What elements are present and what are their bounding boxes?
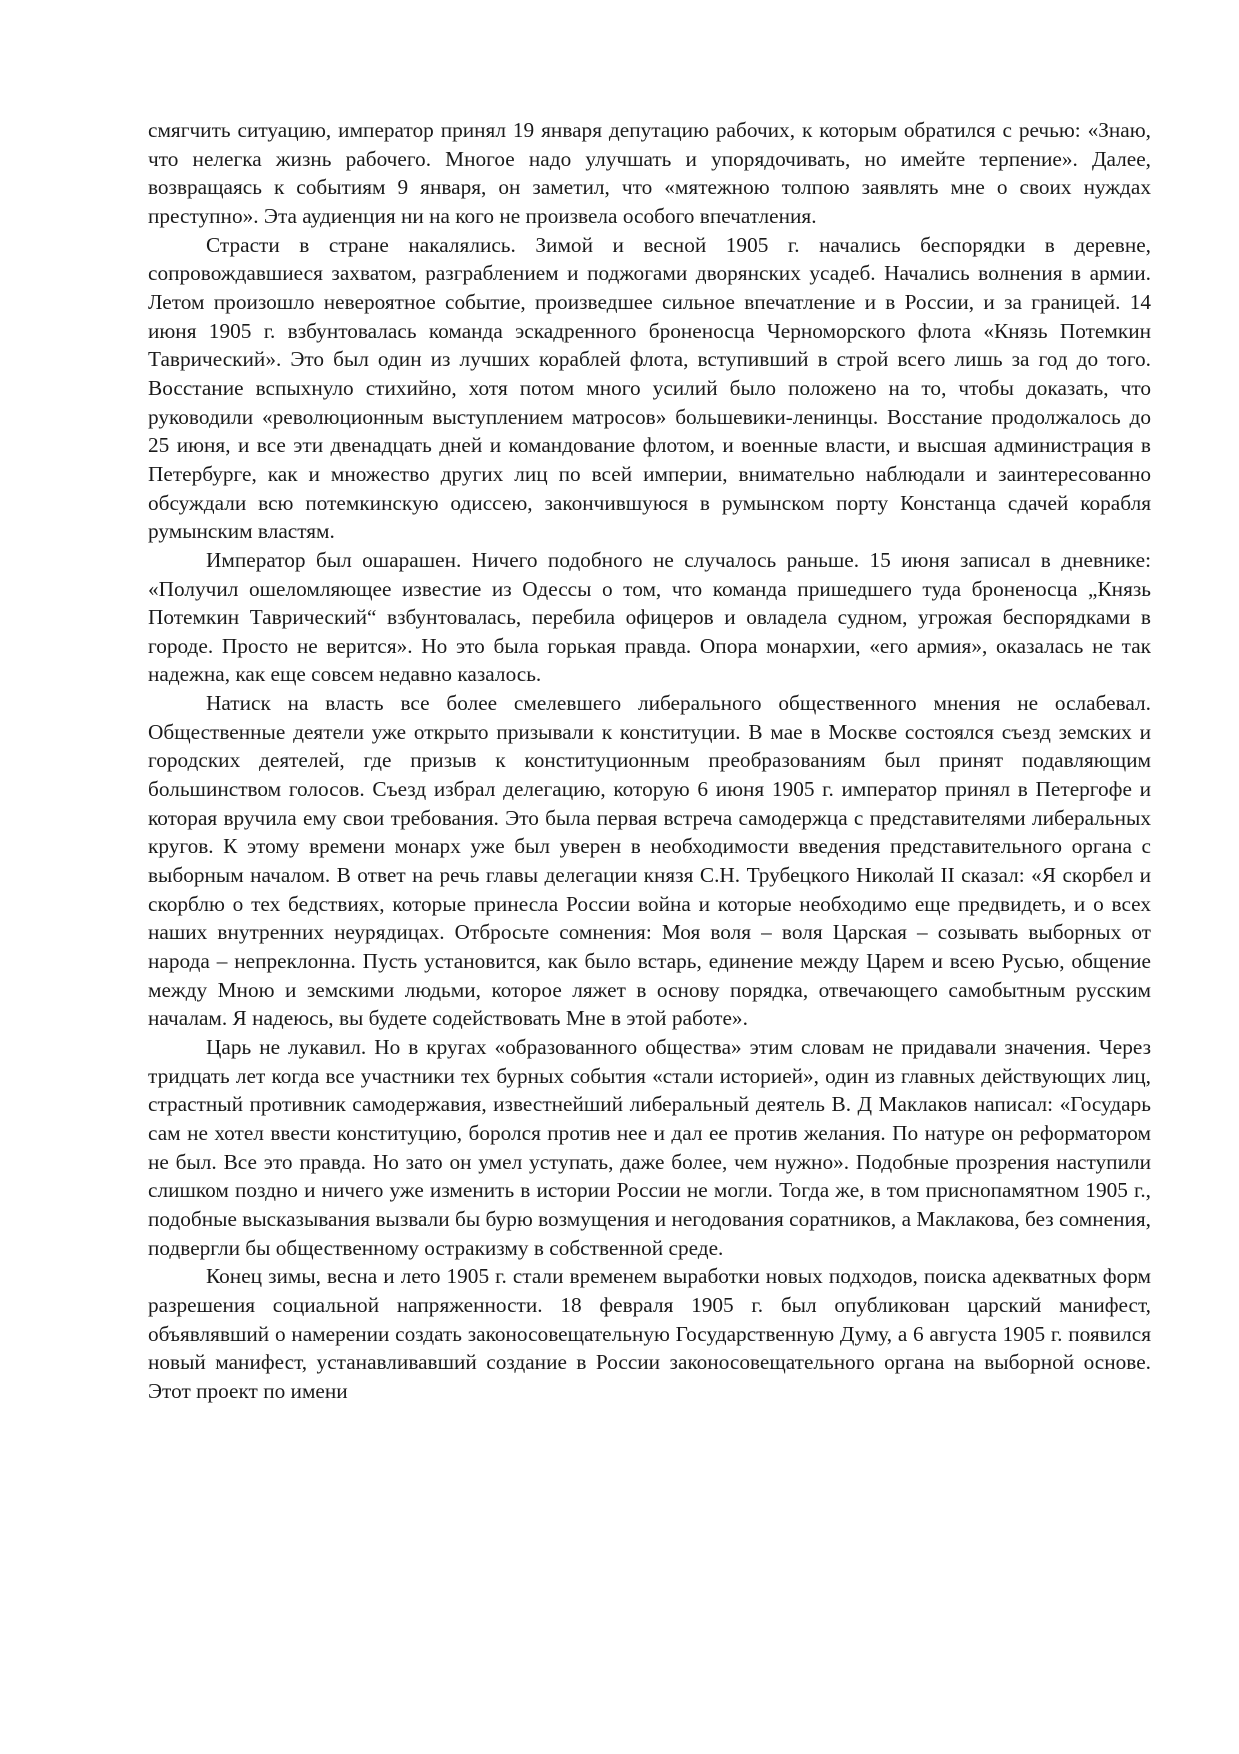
paragraph-continuation: смягчить ситуацию, император принял 19 января депутацию рабочих, к которым обратился с речью: «Знаю, что нелегка жизнь рабочего. Многое надо улучшать и упорядочивать, но имейте терпение». Далее, возвращаясь к событиям 9 января, он заметил, что «мятежною толпою заявлять мне о своих нуждах преступно». Эта аудиенция ни на кого не произвела особого впечатления. xyxy=(148,118,1151,228)
paragraph-liberal-pressure: Натиск на власть все более смелевшего либерального общественного мнения не ослабевал. Общественные деятели уже открыто призывали к конституции. В мае в Москве состоялся съезд земских и городских деятелей, где призыв к конституционным преобразованиям был принят подавляющим большинством голосов. Съезд избрал делегацию, которую 6 июня 1905 г. император принял в Петергофе и которая вручила ему свои требования. Это была первая встреча самодержца с представителями либеральных кругов. К этому времени монарх уже был уверен в необходимости введения представительного органа с выборным началом. В ответ на речь главы делегации князя С.Н. Трубецкого Николай II сказал: «Я скорбел и скорблю о тех бедствиях, которые принесла России война и которые необходимо еще предвидеть, и о всех наших внутренних неурядицах. Отбросьте сомнения: Моя воля – воля Царская – созывать выборных от народа – непреклонна. Пусть установится, как было встарь, единение между Царем и всею Русью, общение между Мною и земскими людьми, которое ляжет в основу порядка, отвечающего самобытным русским началам. Я надеюсь, вы будете содействовать Мне в этой работе». xyxy=(148,691,1151,1031)
paragraph-maklakov: Царь не лукавил. Но в кругах «образованного общества» этим словам не придавали значения. Через тридцать лет когда все участники тех бурных события «стали историей», один из главных действующих лиц, страстный противник самодержавия, известнейший либеральный деятель В. Д Маклаков написал: «Государь сам не хотел ввести конституцию, боролся против нее и дал ее против желания. По натуре он реформатором не был. Все это правда. Но зато он умел уступать, даже более, чем нужно». Подобные прозрения наступили слишком поздно и ничего уже изменить в истории России не могли. Тогда же, в том приснопамятном 1905 г., подобные высказывания вызвали бы бурю возмущения и негодования соратников, а Маклакова, без сомнения, подвергли бы общественному остракизму в собственной среде. xyxy=(148,1035,1151,1260)
document-page xyxy=(148,116,1151,1406)
paragraph-emperor-diary: Император был ошарашен. Ничего подобного не случалось раньше. 15 июня записал в дневнике: «Получил ошеломляющее известие из Одессы о том, что команда пришедшего туда броненосца „Князь Потемкин Таврический“ взбунтовалась, перебила офицеров и овладела судном, угрожая беспорядками в городе. Просто не верится». Но это была горькая правда. Опора монархии, «его армия», оказалась не так надежна, как еще совсем недавно казалось. xyxy=(148,547,1151,687)
paragraph-manifestos: Конец зимы, весна и лето 1905 г. стали временем выработки новых подходов, поиска адекватных форм разрешения социальной напряженности. 18 февраля 1905 г. был опубликован царский манифест, объявлявший о намерении создать законосовещательную Государственную Думу, а 6 августа 1905 г. появился новый манифест, устанавливавший создание в России законосовещательного органа на выборной основе. Этот проект по имени xyxy=(148,1264,1151,1403)
paragraph-unrest-potemkin: Страсти в стране накалялись. Зимой и весной 1905 г. начались беспорядки в деревне, сопровождавшиеся захватом, разграблением и поджогами дворянских усадеб. Начались волнения в армии. Летом произошло невероятное событие, произведшее сильное впечатление и в России, и за границей. 14 июня 1905 г. взбунтовалась команда эскадренного броненосца Черноморского флота «Князь Потемкин Таврический». Это был один из лучших кораблей флота, вступивший в строй всего лишь за год до того. Восстание вспыхнуло стихийно, хотя потом много усилий было положено на то, чтобы доказать, что руководили «революционным выступлением матросов» большевики-ленинцы. Восстание продолжалось до 25 июня, и все эти двенадцать дней и командование флотом, и военные власти, и высшая администрация в Петербурге, как и множество других лиц по всей империи, внимательно наблюдали и заинтересованно обсуждали всю потемкинскую одиссею, закончившуюся в румынском порту Констанца сдачей корабля румынским властям. xyxy=(148,232,1151,544)
